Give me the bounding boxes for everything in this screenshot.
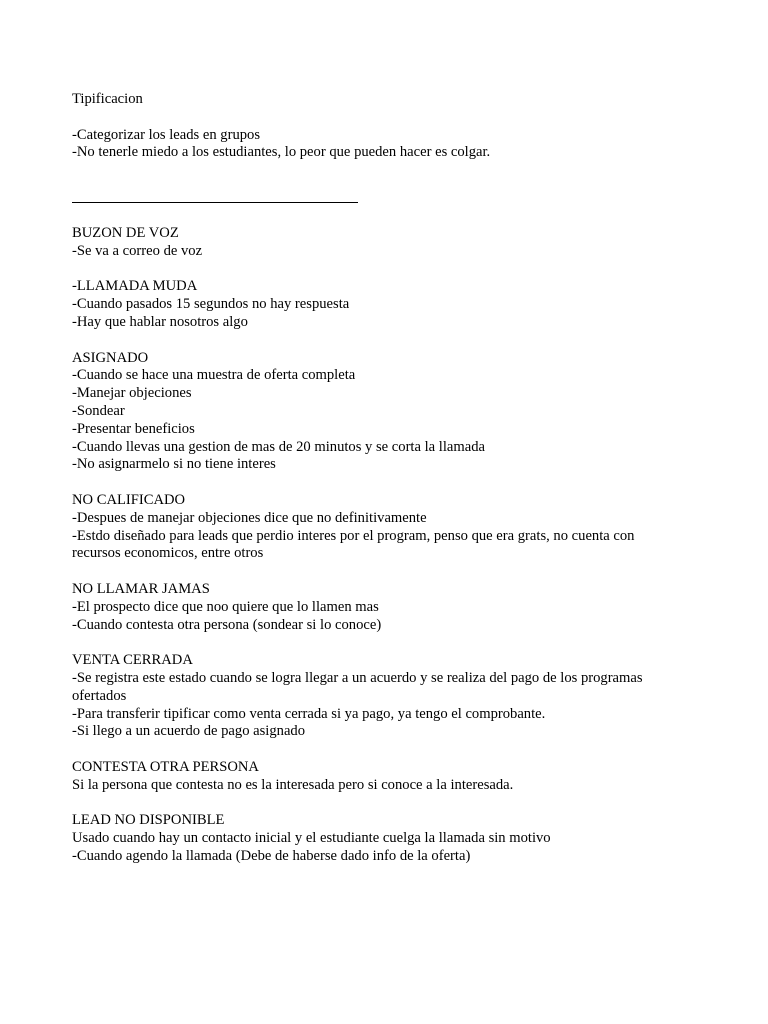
section-lead-no-disponible bbox=[72, 812, 672, 865]
section-line: -Para transferir tipificar como venta cerrada si ya pago, ya tengo el comprobante. bbox=[72, 705, 546, 722]
section-heading: NO LLAMAR JAMAS bbox=[72, 580, 210, 597]
document-title: Tipificacion bbox=[72, 91, 143, 107]
section-llamada-muda bbox=[72, 278, 672, 331]
section-line: -Manejar objeciones bbox=[72, 385, 192, 402]
section-buzon-de-voz bbox=[72, 225, 672, 261]
document-content bbox=[72, 91, 672, 883]
intro-line: -Categorizar los leads en grupos bbox=[72, 126, 261, 143]
section-no-llamar-jamas bbox=[72, 581, 672, 634]
section-line: -Estdo diseñado para leads que perdio interes por el program, penso que era grats, no cuenta con recursos economicos, entre otros bbox=[72, 527, 635, 562]
section-line: -Si llego a un acuerdo de pago asignado bbox=[72, 723, 306, 740]
section-line: -Cuando se hace una muestra de oferta completa bbox=[72, 367, 356, 384]
spacer bbox=[72, 109, 672, 127]
section-asignado bbox=[72, 350, 672, 475]
section-line: -Cuando contesta otra persona (sondear si lo conoce) bbox=[72, 616, 382, 633]
section-line: -No asignarmelo si no tiene interes bbox=[72, 456, 276, 473]
section-line: -Sondear bbox=[72, 402, 125, 419]
horizontal-divider bbox=[72, 202, 358, 203]
section-heading: -LLAMADA MUDA bbox=[72, 278, 198, 295]
section-heading: NO CALIFICADO bbox=[72, 491, 186, 508]
section-heading: LEAD NO DISPONIBLE bbox=[72, 812, 225, 829]
section-line: -Cuando llevas una gestion de mas de 20 minutos y se corta la llamada bbox=[72, 438, 485, 455]
section-line: -Se va a correo de voz bbox=[72, 242, 203, 259]
section-no-calificado bbox=[72, 492, 672, 563]
section-line: -Presentar beneficios bbox=[72, 420, 195, 437]
intro-line: -No tenerle miedo a los estudiantes, lo peor que pueden hacer es colgar. bbox=[72, 144, 491, 161]
section-line: Usado cuando hay un contacto inicial y el estudiante cuelga la llamada sin motivo bbox=[72, 830, 551, 847]
spacer bbox=[72, 162, 672, 180]
section-heading: ASIGNADO bbox=[72, 349, 149, 366]
section-line: -Se registra este estado cuando se logra llegar a un acuerdo y se realiza del pago de los programas ofertados bbox=[72, 669, 643, 704]
section-heading: BUZON DE VOZ bbox=[72, 224, 179, 241]
section-line: -El prospecto dice que noo quiere que lo llamen mas bbox=[72, 598, 379, 615]
section-line: -Despues de manejar objeciones dice que no definitivamente bbox=[72, 509, 427, 526]
section-line: Si la persona que contesta no es la interesada pero si conoce a la interesada. bbox=[72, 776, 514, 793]
section-venta-cerrada bbox=[72, 652, 672, 741]
section-line: -Hay que hablar nosotros algo bbox=[72, 313, 248, 330]
section-line: -Cuando pasados 15 segundos no hay respuesta bbox=[72, 296, 350, 313]
section-line: -Cuando agendo la llamada (Debe de haberse dado info de la oferta) bbox=[72, 847, 471, 864]
section-heading: VENTA CERRADA bbox=[72, 652, 193, 669]
section-contesta-otra-persona bbox=[72, 759, 672, 795]
section-heading: CONTESTA OTRA PERSONA bbox=[72, 758, 259, 775]
